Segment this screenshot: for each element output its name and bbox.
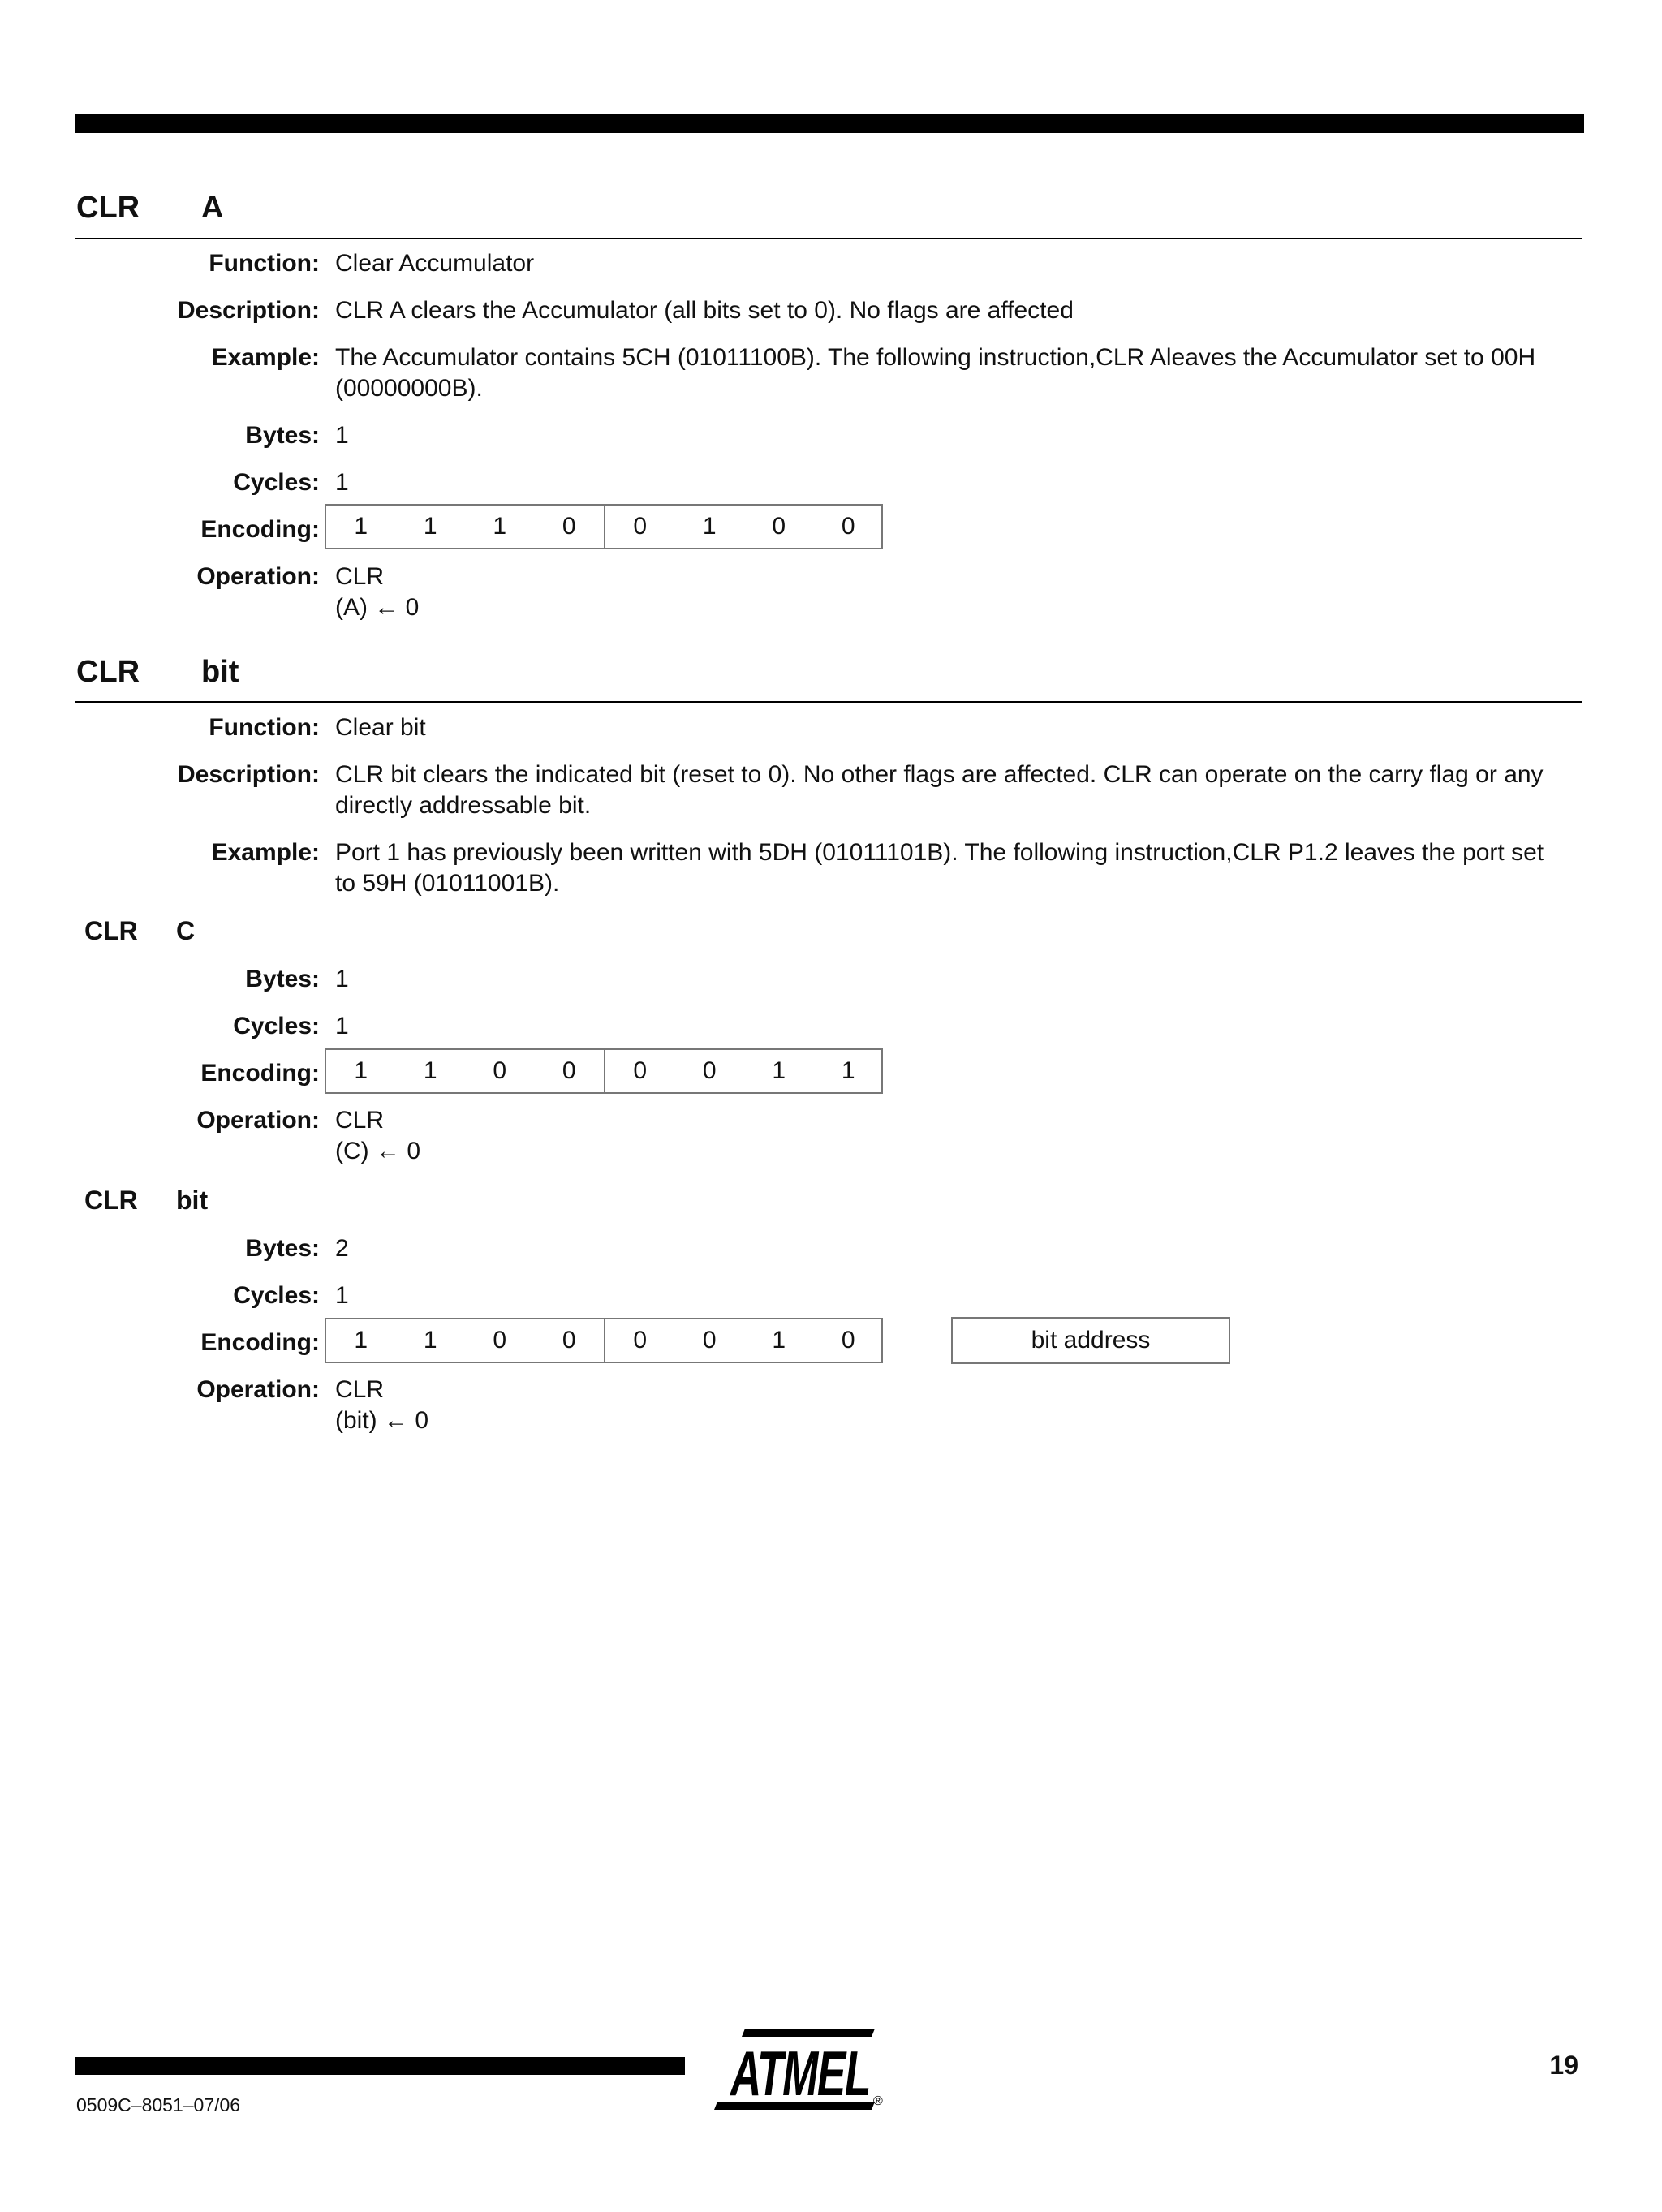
encoding-bit: 1 xyxy=(423,513,437,540)
function-value: Clear bit xyxy=(335,714,426,741)
encoding-bit: 1 xyxy=(423,1057,437,1084)
encoding-bit: 0 xyxy=(633,1327,648,1353)
operation-value xyxy=(335,1375,1585,1436)
page-number: 19 xyxy=(1549,2051,1578,2080)
cycles-label: Cycles: xyxy=(233,1282,320,1309)
description-label: Description: xyxy=(177,761,320,788)
bytes-value: 1 xyxy=(335,966,349,992)
header-rule xyxy=(75,114,1584,133)
function-label: Function: xyxy=(209,250,320,277)
encoding-bit: 0 xyxy=(702,1057,717,1084)
operation-line: (bit) ← 0 xyxy=(335,1407,429,1434)
encoding-box xyxy=(325,1318,883,1363)
example-line: (00000000B). xyxy=(335,375,483,402)
cycles-value: 1 xyxy=(335,469,349,496)
description-value xyxy=(335,295,1585,326)
encoding-low-nibble xyxy=(604,506,883,548)
encoding-label: Encoding: xyxy=(200,1329,320,1356)
description-line: CLR bit clears the indicated bit (reset to 0). No other flags are affected. CLR can operate on the carry flag or any xyxy=(335,761,1544,788)
encoding-bit: 1 xyxy=(354,1057,368,1084)
bytes-label: Bytes: xyxy=(245,1235,320,1262)
encoding-bit: 0 xyxy=(562,1057,576,1084)
example-line: Port 1 has previously been written with 5DH (01011101B). The following instruction,CLR P1.2 leaves the port set xyxy=(335,839,1544,866)
encoding-label: Encoding: xyxy=(200,1060,320,1087)
encoding-low-nibble xyxy=(604,1050,883,1092)
bytes-value: 1 xyxy=(335,422,349,449)
logo-text: ATMEL xyxy=(729,2038,870,2109)
section-rule xyxy=(75,701,1582,703)
function-value: Clear Accumulator xyxy=(335,250,535,277)
mnemonic: CLR xyxy=(76,191,140,225)
atmel-logo xyxy=(713,2025,885,2117)
encoding-high-nibble xyxy=(326,506,604,548)
bytes-value: 2 xyxy=(335,1235,349,1262)
operation-value xyxy=(335,1105,1585,1167)
section-rule xyxy=(75,238,1582,239)
encoding-high-nibble xyxy=(326,1050,604,1092)
operand: bit xyxy=(201,655,239,689)
operand: A xyxy=(201,191,224,225)
description-label: Description: xyxy=(177,297,320,324)
example-label: Example: xyxy=(211,839,320,866)
encoding-bit: 0 xyxy=(841,1327,855,1353)
mnemonic: CLR xyxy=(84,1186,138,1215)
description-line: directly addressable bit. xyxy=(335,792,592,819)
mnemonic: CLR xyxy=(76,655,140,689)
cycles-label: Cycles: xyxy=(233,1013,320,1039)
example-value xyxy=(335,342,1585,404)
operation-label: Operation: xyxy=(196,1107,320,1134)
operation-line: CLR xyxy=(335,1376,385,1403)
encoding-bit: 1 xyxy=(354,513,368,540)
bytes-label: Bytes: xyxy=(245,422,320,449)
encoding-bit: 0 xyxy=(633,513,648,540)
function-label: Function: xyxy=(209,714,320,741)
example-label: Example: xyxy=(211,344,320,371)
operation-line: CLR xyxy=(335,563,385,590)
encoding-bit: 0 xyxy=(633,1057,648,1084)
encoding-bit: 1 xyxy=(841,1057,855,1084)
registered-mark: ® xyxy=(873,2094,883,2108)
encoding-bit: 0 xyxy=(493,1327,507,1353)
encoding-bit: 0 xyxy=(493,1057,507,1084)
description-line: CLR A clears the Accumulator (all bits set to 0). No flags are affected xyxy=(335,297,1074,324)
operation-line: (C) ← 0 xyxy=(335,1138,420,1164)
cycles-value: 1 xyxy=(335,1013,349,1039)
operation-value xyxy=(335,562,1585,623)
footer-rule xyxy=(75,2057,685,2075)
operand: C xyxy=(176,916,196,945)
operation-line: (A) ← 0 xyxy=(335,594,420,621)
operation-label: Operation: xyxy=(196,1376,320,1403)
encoding-box xyxy=(325,504,883,549)
cycles-label: Cycles: xyxy=(233,469,320,496)
encoding-low-nibble xyxy=(604,1319,883,1362)
encoding-bit: 0 xyxy=(562,1327,576,1353)
encoding-bit: 0 xyxy=(841,513,855,540)
mnemonic: CLR xyxy=(84,916,138,945)
encoding-bit: 1 xyxy=(354,1327,368,1353)
encoding-bit: 1 xyxy=(772,1327,786,1353)
encoding-box xyxy=(325,1048,883,1094)
example-value xyxy=(335,837,1585,899)
encoding-bit: 1 xyxy=(702,513,717,540)
encoding-bit: 0 xyxy=(562,513,576,540)
description-value xyxy=(335,760,1585,821)
encoding-bit: 1 xyxy=(772,1057,786,1084)
example-line: The Accumulator contains 5CH (01011100B). The following instruction,CLR Aleaves the Accumulator set to 00H xyxy=(335,344,1536,371)
encoding-label: Encoding: xyxy=(200,516,320,543)
operation-line: CLR xyxy=(335,1107,385,1134)
operand: bit xyxy=(176,1186,209,1215)
cycles-value: 1 xyxy=(335,1282,349,1309)
bytes-label: Bytes: xyxy=(245,966,320,992)
encoding-high-nibble xyxy=(326,1319,604,1362)
encoding-bit: 1 xyxy=(423,1327,437,1353)
encoding-bit: 1 xyxy=(493,513,507,540)
document-code: 0509C–8051–07/06 xyxy=(76,2094,241,2115)
encoding-bit: 0 xyxy=(702,1327,717,1353)
bit-address-box: bit address xyxy=(951,1317,1230,1364)
example-line: to 59H (01011001B). xyxy=(335,870,560,897)
encoding-bit: 0 xyxy=(772,513,786,540)
operation-label: Operation: xyxy=(196,563,320,590)
